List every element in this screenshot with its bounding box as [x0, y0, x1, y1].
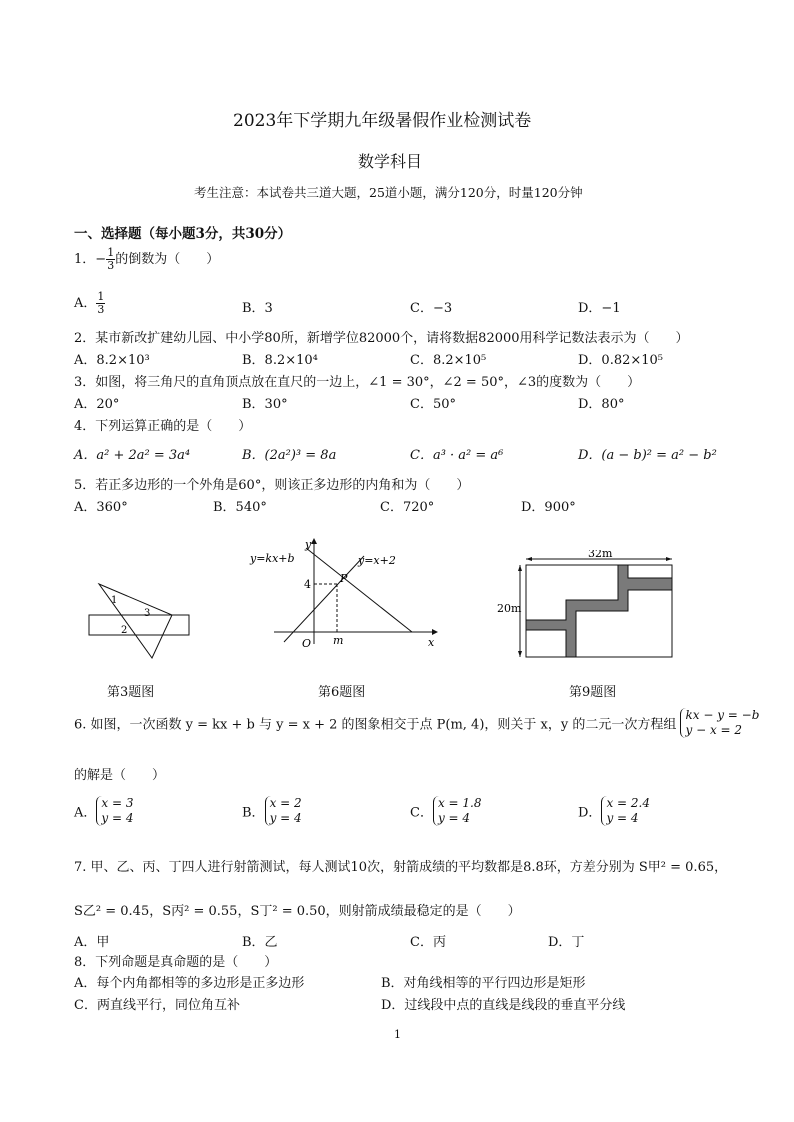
q1-neg: − [95, 252, 107, 267]
q6-option-b-eq2: y = 4 [269, 811, 302, 825]
q6-option-b [242, 796, 302, 826]
q4-option-a: A．a² + 2a² = 3a⁴ [74, 448, 191, 463]
figure-9 [494, 550, 684, 662]
question-1 [74, 247, 219, 272]
fig6-caption: 第6题图 [318, 685, 366, 700]
q6-option-a [74, 796, 134, 826]
fig3-angle-3: 3 [144, 608, 151, 619]
q1-frac-num: 1 [107, 246, 115, 259]
q6-option-b-label: B． [242, 805, 265, 821]
q1-option-a-num: 1 [97, 290, 105, 303]
width-arrow-right [666, 557, 672, 561]
q3-option-d: D．80° [578, 397, 625, 412]
fig6-y-tick: 4 [304, 578, 311, 591]
q3-option-a: A．20° [74, 397, 120, 412]
q1-option-a-label: A． [74, 296, 97, 311]
q5-option-b: B．540° [213, 500, 267, 515]
q6-sys-eq2: y − x = 2 [685, 723, 743, 737]
exam-title: 2023年下学期九年级暑假作业检测试卷 [233, 111, 532, 131]
page-number: 1 [394, 1028, 401, 1041]
q6-option-d-eq2: y = 4 [606, 811, 639, 825]
question-3: 3．如图，将三角尺的直角顶点放在直尺的一边上，∠1 = 30°，∠2 = 50°，∠3的度数为（ ） [74, 375, 641, 390]
q1-text: 的倒数为（ ） [115, 252, 220, 267]
line-y-x-2 [284, 556, 364, 642]
q2-option-c: C．8.2×10⁵ [410, 353, 487, 368]
q6-option-d-label: D． [578, 805, 602, 821]
q4-option-b: B．(2a²)³ = 8a [242, 448, 337, 463]
question-4: 4．下列运算正确的是（ ） [74, 419, 252, 434]
q5-option-c: C．720° [380, 500, 435, 515]
q6-option-d-eq1: x = 2.4 [606, 796, 650, 810]
q1-fraction [106, 247, 115, 272]
fig6-point-p: P [340, 572, 348, 585]
q1-option-a [74, 291, 105, 316]
width-arrow-left [526, 557, 532, 561]
q6-option-a-eq2: y = 4 [101, 811, 134, 825]
fig6-x-label: x [428, 636, 435, 649]
height-arrow-top [518, 565, 522, 571]
question-5: 5．若正多边形的一个外角是60°，则该正多边形的内角和为（ ） [74, 478, 470, 493]
question-7-line1: 7. 甲、乙、丙、丁四人进行射箭测试，每人测试10次，射箭成绩的平均数都是8.8环，方差分别为 S甲² = 0.65， [74, 860, 728, 875]
height-arrow-bottom [518, 651, 522, 657]
fig6-line1-label: y=kx+b [250, 552, 295, 565]
q6-option-c [410, 796, 482, 826]
fig6-line2-label: y=x+2 [358, 554, 396, 567]
q1-frac-den: 3 [107, 259, 115, 272]
q8-option-a: A．每个内角都相等的多边形是正多边形 [74, 976, 305, 991]
q8-option-b: B．对角线相等的平行四边形是矩形 [381, 976, 586, 991]
figure-6 [244, 536, 444, 652]
q3-option-c: C．50° [410, 397, 456, 412]
q8-option-c: C．两直线平行，同位角互补 [74, 998, 240, 1013]
q6-option-c-eq2: y = 4 [437, 811, 471, 825]
question-6 [74, 708, 759, 738]
q2-option-a: A．8.2×10³ [74, 353, 150, 368]
q2-option-b: B．8.2×10⁴ [242, 353, 318, 368]
fig9-width-label: 32m [588, 550, 613, 560]
question-6-tail: 的解是（ ） [74, 768, 166, 783]
y-axis-arrow [311, 538, 317, 544]
q1-option-a-fraction [96, 291, 105, 316]
road-path [526, 565, 672, 657]
q1-option-c: C．−3 [410, 301, 453, 316]
q6-sys-eq1: kx − y = −b [685, 708, 760, 722]
q7-option-a: A．甲 [74, 935, 110, 950]
q1-option-a-den: 3 [97, 303, 105, 316]
q6-text: 6. 如图，一次函数 y = kx + b 与 y = x + 2 的图象相交于点 P(m, 4)，则关于 x，y 的二元一次方程组 [74, 717, 677, 733]
q1-option-d: D．−1 [578, 301, 621, 316]
subject-title: 数学科目 [358, 152, 423, 171]
triangle-ruler [99, 584, 172, 658]
q4-option-d: D．(a − b)² = a² − b² [578, 448, 717, 463]
figure-3 [84, 575, 196, 665]
q6-option-a-system [96, 796, 133, 826]
q6-option-c-eq1: x = 1.8 [437, 796, 482, 810]
q1-option-b: B．3 [242, 301, 273, 316]
fig3-angle-2: 2 [121, 625, 128, 636]
q6-option-a-label: A． [74, 805, 97, 821]
q5-option-a: A．360° [74, 500, 128, 515]
q6-option-a-eq1: x = 3 [101, 796, 134, 810]
q6-option-c-system [433, 796, 482, 826]
q7-option-b: B．乙 [242, 935, 278, 950]
fig9-caption: 第9题图 [569, 685, 617, 700]
x-axis-arrow [432, 629, 438, 635]
section-heading: 一、选择题（每小题3分，共30分） [74, 226, 292, 242]
fig6-origin: O [302, 637, 312, 650]
q8-option-d: D．过线段中点的直线是线段的垂直平分线 [381, 998, 626, 1013]
q6-option-d [578, 796, 650, 826]
q2-option-d: D．0.82×10⁵ [578, 353, 664, 368]
q6-option-b-eq1: x = 2 [269, 796, 302, 810]
q6-option-b-system [265, 796, 302, 826]
q6-option-d-system [601, 796, 650, 826]
ruler [89, 615, 189, 635]
question-7-line2: S乙² = 0.45，S丙² = 0.55，S丁² = 0.50，则射箭成绩最稳定的是（ ） [74, 904, 521, 919]
fig6-y-label: y [305, 538, 312, 551]
q3-option-b: B．30° [242, 397, 288, 412]
fig3-caption: 第3题图 [107, 685, 155, 700]
q4-option-c: C．a³ · a² = a⁶ [410, 448, 504, 463]
q1-number: 1． [74, 252, 96, 267]
fig9-height-label: 20m [497, 602, 522, 615]
fig3-angle-1: 1 [111, 595, 118, 606]
question-2: 2．某市新改扩建幼儿园、中小学80所，新增学位82000个，请将数据82000用科学记数法表示为（ ） [74, 331, 689, 346]
question-8: 8．下列命题是真命题的是（ ） [74, 955, 278, 970]
q6-system [680, 708, 759, 738]
q5-option-d: D．900° [521, 500, 576, 515]
fig6-x-tick: m [333, 634, 344, 647]
q6-option-c-label: C． [410, 805, 433, 821]
exam-notice: 考生注意：本试卷共三道大题，25道小题，满分120分，时量120分钟 [194, 185, 583, 200]
q7-option-c: C．丙 [410, 935, 446, 950]
q7-option-d: D．丁 [548, 935, 585, 950]
